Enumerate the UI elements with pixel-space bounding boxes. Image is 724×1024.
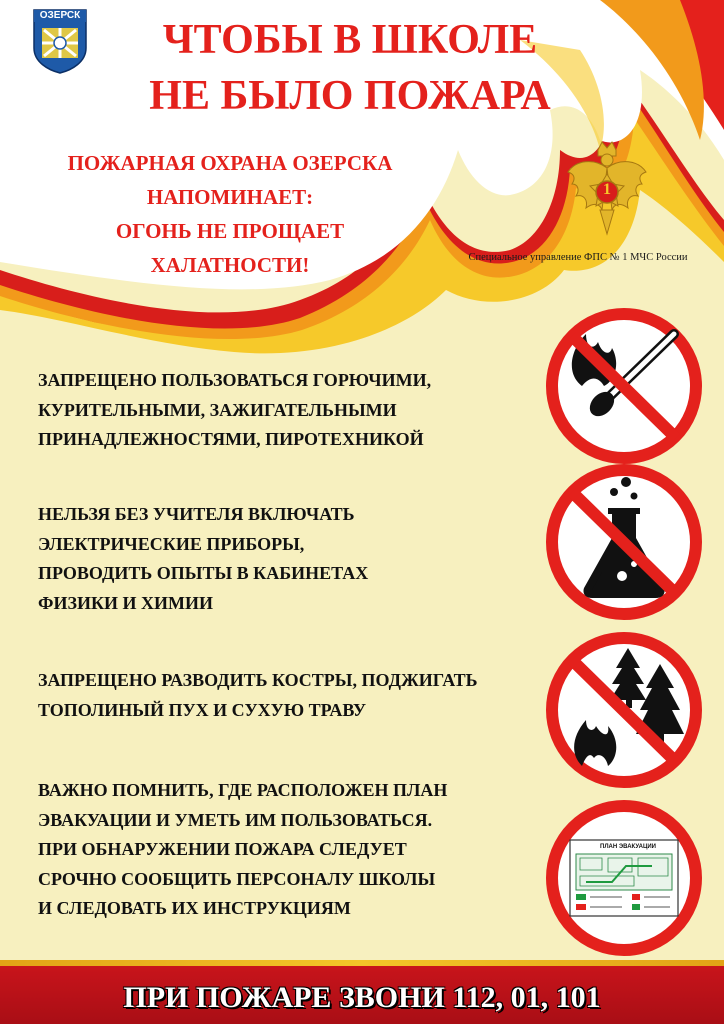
plan-title: ПЛАН ЭВАКУАЦИИ — [600, 844, 656, 850]
fire-service-reminder — [20, 146, 440, 282]
rule-4-line-2: ЭВАКУАЦИИ И УМЕТЬ ИМ ПОЛЬЗОВАТЬСЯ. — [38, 809, 433, 830]
rule-1-line-3: ПРИНАДЛЕЖНОСТЯМИ, ПИРОТЕХНИКОЙ — [38, 429, 424, 449]
rule-4-line-5: И СЛЕДОВАТЬ ИХ ИНСТРУКЦИЯМ — [38, 898, 351, 918]
emblem-number: 1 — [603, 181, 611, 198]
no-chemistry-flask-icon — [542, 460, 706, 624]
rule-3-line-2: ТОПОЛИНЫЙ ПУХ И СУХУЮ ТРАВУ — [38, 699, 367, 720]
evacuation-plan-icon — [542, 796, 706, 960]
no-forest-fire-icon — [542, 628, 706, 792]
rule-2-line-3: ПРОВОДИТЬ ОПЫТЫ В КАБИНЕТАХ — [38, 563, 369, 583]
rule-2-line-4: ФИЗИКИ И ХИМИИ — [38, 592, 214, 613]
no-matches-icon — [542, 304, 706, 468]
emergency-phone-footer: ПРИ ПОЖАРЕ ЗВОНИ 112, 01, 101 — [123, 981, 601, 1014]
rule-2-line-2: ЭЛЕКТРИЧЕСКИЕ ПРИБОРЫ, — [38, 533, 305, 554]
title-line-1: ЧТОБЫ В ШКОЛЕ — [162, 17, 538, 63]
reminder-line-3: ОГОНЬ НЕ ПРОЩАЕТ — [115, 219, 345, 243]
reminder-line-2: НАПОМИНАЕТ: — [146, 185, 314, 209]
rule-4-line-4: СРОЧНО СООБЩИТЬ ПЕРСОНАЛУ ШКОЛЫ — [38, 868, 436, 889]
rule-item-4 — [38, 776, 528, 924]
emblem-caption: Специальное управление ФПС № 1 МЧС России — [468, 252, 688, 263]
reminder-line-1: ПОЖАРНАЯ ОХРАНА ОЗЕРСКА — [67, 151, 393, 175]
rule-4-line-3: ПРИ ОБНАРУЖЕНИИ ПОЖАРА СЛЕДУЕТ — [38, 839, 407, 859]
rule-3-line-1: ЗАПРЕЩЕНО РАЗВОДИТЬ КОСТРЫ, ПОДЖИГАТЬ — [38, 670, 478, 690]
rule-item-3 — [38, 666, 528, 725]
crest-label: ОЗЕРСК — [39, 10, 81, 21]
rule-1-line-2: КУРИТЕЛЬНЫМИ, ЗАЖИГАТЕЛЬНЫМИ — [38, 399, 397, 420]
rule-1-line-1: ЗАПРЕЩЕНО ПОЛЬЗОВАТЬСЯ ГОРЮЧИМИ, — [38, 370, 432, 390]
page-title — [110, 12, 590, 124]
rule-item-1 — [38, 366, 528, 455]
rule-4-line-1: ВАЖНО ПОМНИТЬ, ГДЕ РАСПОЛОЖЕН ПЛАН — [38, 780, 448, 800]
title-line-2: НЕ БЫЛО ПОЖАРА — [149, 73, 551, 119]
rule-2-line-1: НЕЛЬЗЯ БЕЗ УЧИТЕЛЯ ВКЛЮЧАТЬ — [38, 504, 355, 524]
reminder-line-4: ХАЛАТНОСТИ! — [150, 253, 310, 277]
rule-item-2 — [38, 500, 528, 618]
